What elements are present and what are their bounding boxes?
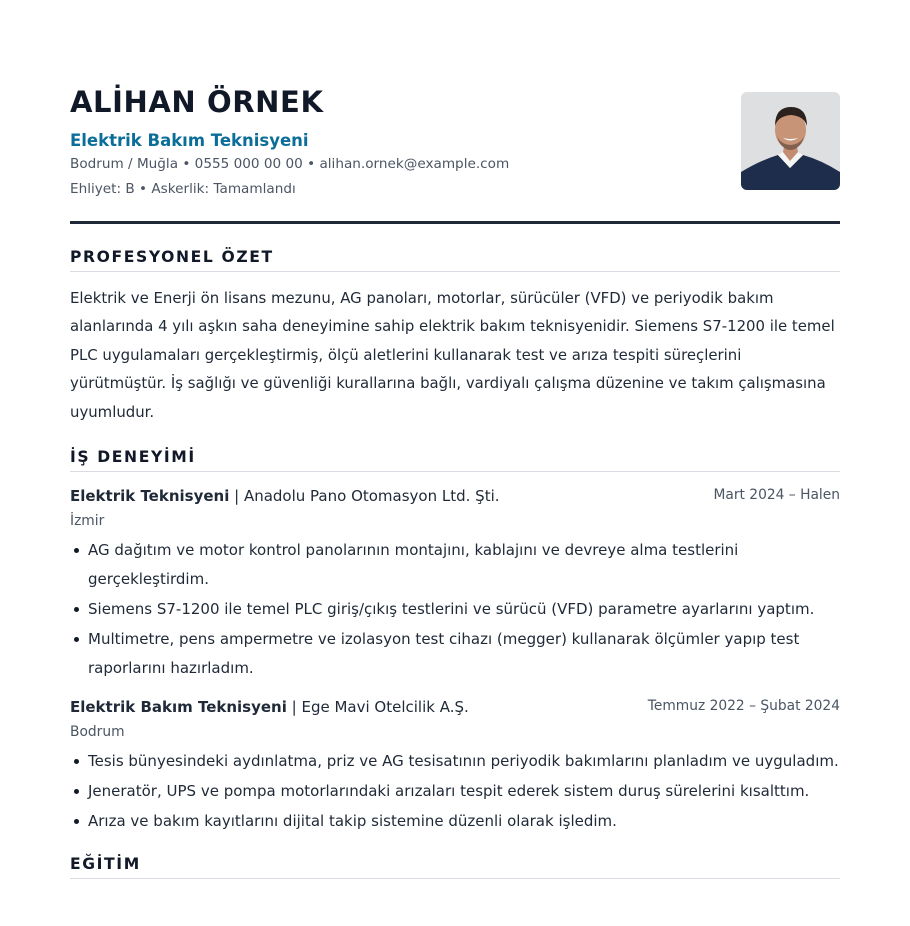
job-date: Temmuz 2022 – Şubat 2024 (647, 698, 840, 715)
job-bullet-list (70, 747, 840, 836)
job-location: İzmir (70, 513, 105, 530)
summary-text: Elektrik ve Enerji ön lisans mezunu, AG panoları, motorlar, sürücüler (VFD) ve periyodik bakım alanlarında 4 yılı aşkın saha deneyimine sahip elektrik bakım teknisyenidir. Siemens S7-1200 ile temel PLC uygulamaları gerçekleştirmiş, ölçü aletlerini kullanarak test ve arıza tespiti süreçlerini yürütmüştür. İş sağlığı ve güvenliği kurallarına bağlı, vardiyalı çalışma düzenine ve takım çalışmasına uyumludur. (70, 289, 835, 421)
education-section-divider (70, 878, 840, 879)
job-bullet-text: AG dağıtım ve motor kontrol panolarının montajını, kablajını ve devreye alma testlerini gerçekleştirdim. (88, 541, 739, 589)
job-heading (70, 694, 840, 720)
bullet-icon (74, 607, 79, 612)
profile-photo-image (741, 92, 840, 190)
bullet-icon (74, 637, 79, 642)
summary-section-title: PROFESYONEL ÖZET (70, 248, 274, 266)
job-bullet-text: Tesis bünyesindeki aydınlatma, priz ve AG tesisatının periyodik bakımlarını planladım ve uyguladım. (88, 752, 839, 771)
profile-photo (741, 92, 840, 190)
bullet-icon (74, 759, 79, 764)
job-bullet (70, 536, 840, 594)
job-entry (70, 694, 840, 836)
job-title: Elektrik Teknisyeni (70, 487, 230, 506)
candidate-role: Elektrik Bakım Teknisyeni (70, 131, 309, 150)
bullet-icon (74, 548, 79, 553)
job-entry (70, 483, 840, 683)
job-bullet-text: Siemens S7-1200 ile temel PLC giriş/çıkış testlerini ve sürücü (VFD) parametre ayarlarını yaptım. (88, 600, 815, 619)
job-bullet (70, 747, 840, 776)
job-bullet-text: Multimetre, pens ampermetre ve izolasyon test cihazı (megger) kullanarak ölçümler yapıp test raporlarını hazırladım. (88, 630, 800, 678)
job-bullet-list (70, 536, 840, 683)
resume-content (70, 80, 840, 879)
education-section-title: EĞİTİM (70, 855, 141, 874)
job-bullet (70, 595, 840, 624)
job-bullet-text: Jeneratör, UPS ve pompa motorlarındaki arızaları tespit ederek sistem duruş sürelerini kısalttım. (88, 782, 810, 801)
summary-section-divider (70, 271, 840, 272)
job-bullet (70, 807, 840, 836)
job-company: | Anadolu Pano Otomasyon Ltd. Şti. (229, 487, 500, 506)
contact-line-2: Ehliyet: B • Askerlik: Tamamlandı (70, 181, 296, 197)
bullet-icon (74, 819, 79, 824)
experience-section-divider (70, 471, 840, 472)
job-title: Elektrik Bakım Teknisyeni (70, 698, 287, 717)
candidate-name: ALİHAN ÖRNEK (70, 85, 324, 119)
job-company: | Ege Mavi Otelcilik A.Ş. (286, 698, 469, 717)
job-bullet (70, 625, 840, 683)
resume-header (70, 80, 840, 211)
job-bullet (70, 777, 840, 806)
contact-line-1: Bodrum / Muğla • 0555 000 00 00 • alihan.ornek@example.com (70, 156, 510, 172)
bullet-icon (74, 789, 79, 794)
job-bullet-text: Arıza ve bakım kayıtlarını dijital takip sistemine düzenli olarak işledim. (88, 812, 617, 831)
job-heading (70, 483, 840, 509)
job-date: Mart 2024 – Halen (713, 487, 840, 504)
job-location: Bodrum (70, 724, 125, 741)
header-divider (70, 221, 840, 224)
experience-section-title: İŞ DENEYİMİ (70, 448, 196, 467)
